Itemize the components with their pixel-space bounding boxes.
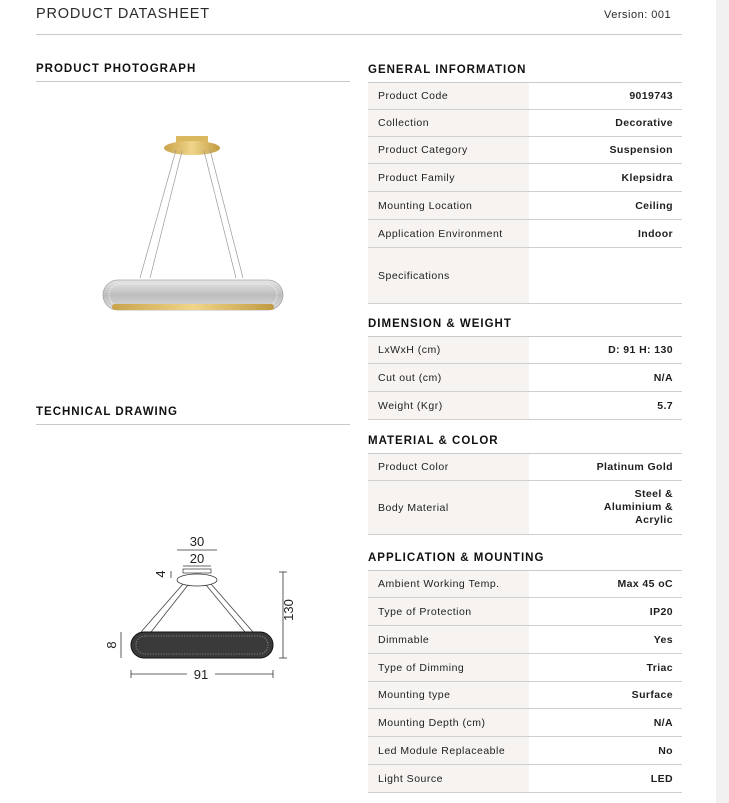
application-mounting-table — [368, 571, 682, 793]
row-value: Max 45 oC — [617, 578, 673, 590]
row-label: Product Color — [368, 454, 529, 480]
row-label: Specifications — [368, 248, 529, 303]
row-label: Product Category — [368, 137, 529, 163]
dim-top-inner: 20 — [189, 551, 205, 566]
table-row — [368, 83, 682, 110]
row-label: Body Material — [368, 481, 529, 534]
application-mounting-heading: APPLICATION & MOUNTING — [368, 552, 545, 564]
table-row — [368, 765, 682, 793]
row-value: Platinum Gold — [596, 461, 673, 473]
photo-heading-rule — [36, 81, 350, 82]
row-label: Mounting Depth (cm) — [368, 709, 529, 736]
table-row — [368, 192, 682, 220]
page-title: PRODUCT DATASHEET — [36, 6, 210, 22]
table-row — [368, 737, 682, 765]
dim-length: 91 — [193, 667, 209, 682]
row-value — [529, 248, 682, 303]
row-label: Cut out (cm) — [368, 364, 529, 391]
value-line: Steel & — [634, 488, 673, 500]
row-value: Indoor — [637, 227, 673, 240]
table-row — [368, 337, 682, 364]
row-value: N/A — [653, 371, 673, 384]
row-value: Surface — [631, 689, 673, 701]
table-row — [368, 654, 682, 682]
row-value: N/A — [653, 716, 673, 729]
row-label: Product Family — [368, 164, 529, 191]
table-row — [368, 110, 682, 137]
row-label: Type of Protection — [368, 598, 529, 625]
table-row — [368, 571, 682, 598]
row-label: Collection — [368, 110, 529, 136]
table-row — [368, 481, 682, 535]
row-label: Led Module Replaceable — [368, 737, 529, 764]
row-label: Mounting type — [368, 682, 529, 708]
product-photo-heading: PRODUCT PHOTOGRAPH — [36, 63, 197, 75]
table-row — [368, 137, 682, 164]
dim-top-outer: 30 — [189, 534, 205, 549]
canopy-disc — [164, 141, 220, 155]
row-value: Triac — [646, 661, 673, 674]
row-value: LED — [650, 772, 673, 785]
page-edge-strip — [716, 0, 729, 803]
value-line: Acrylic — [635, 514, 673, 526]
row-label: Product Code — [368, 83, 529, 109]
row-value: No — [658, 744, 673, 757]
row-value: Yes — [653, 633, 673, 646]
drawing-heading-rule — [36, 424, 350, 425]
row-label: Application Environment — [368, 220, 529, 247]
dim-canopy-height: 4 — [153, 570, 168, 578]
row-value: 5.7 — [657, 399, 673, 412]
value-line: Aluminium & — [603, 501, 673, 513]
material-color-heading: MATERIAL & COLOR — [368, 435, 499, 447]
row-label: Weight (Kgr) — [368, 392, 529, 419]
table-row — [368, 248, 682, 304]
version-label: Version: 001 — [604, 9, 672, 21]
table-row — [368, 626, 682, 654]
ring-base — [112, 304, 274, 310]
table-row — [368, 164, 682, 192]
row-label: Dimmable — [368, 626, 529, 653]
row-value: Suspension — [609, 144, 673, 156]
row-label: Light Source — [368, 765, 529, 792]
technical-drawing-heading: TECHNICAL DRAWING — [36, 406, 179, 418]
technical-drawing — [95, 528, 305, 688]
dim-height: 130 — [281, 599, 296, 621]
row-value: Ceiling — [635, 199, 673, 212]
general-info-table — [368, 83, 682, 304]
dimension-weight-table — [368, 337, 682, 420]
table-row — [368, 682, 682, 709]
row-value: IP20 — [649, 605, 673, 618]
row-label: Ambient Working Temp. — [368, 571, 529, 597]
header-divider — [36, 34, 682, 35]
material-color-table — [368, 454, 682, 535]
table-row — [368, 598, 682, 626]
dimension-weight-heading: DIMENSION & WEIGHT — [368, 318, 512, 330]
row-value: Decorative — [615, 117, 673, 129]
row-value: 9019743 — [629, 90, 673, 102]
row-label: Type of Dimming — [368, 654, 529, 681]
general-info-heading: GENERAL INFORMATION — [368, 64, 527, 76]
row-value: Klepsidra — [621, 171, 673, 184]
row-value — [529, 481, 682, 534]
table-row — [368, 392, 682, 420]
table-row — [368, 454, 682, 481]
dim-ring-height: 8 — [104, 641, 119, 649]
table-row — [368, 220, 682, 248]
table-row — [368, 364, 682, 392]
row-label: Mounting Location — [368, 192, 529, 219]
table-row — [368, 709, 682, 737]
row-label: LxWxH (cm) — [368, 337, 529, 363]
row-value: D: 91 H: 130 — [608, 344, 673, 356]
product-photo — [90, 128, 300, 328]
